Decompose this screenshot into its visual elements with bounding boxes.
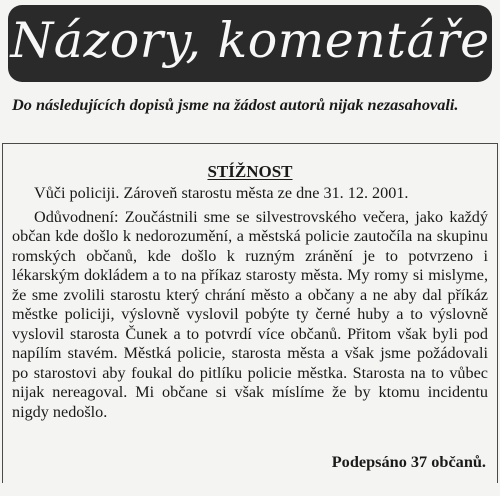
section-banner [8,5,492,82]
editorial-note: Do následujících dopisů jsme na žádost autorů nijak nezasahovali. [12,95,459,114]
column-border-left [2,143,3,483]
letter-paragraph-2: Odůvodnení: Zoučástnili sme se silvestrovského večera, jako každý občan kde došlo k nedorozumění, a městská policie zautočíla na skupinu romských občanů, kde došlo k ruzným zránění je to potvrzeno i lékarským dokládem a to na příkaz starosty města. My romy si mislyme, že sme zvolili starostu který chrání město a občany a ne aby dal příkáz městke policiji, výslovně vyslovil pobýte ty černé huby a to výslovně vyslovil starosta Čunek a to potvrdí více občanů. Přitom však byli pod napílím stavém. Městká policie, starosta města a však jsme požádovali po starostovi aby foukal do pitlíku policie městka. Starosta na to vůbec nijak nereagoval. Mi občane si však míslíme že by ktomu incidentu nigdy nedošlo. [12,207,488,421]
section-divider [2,143,498,144]
letter-body [12,184,488,426]
letter-signature: Podepsáno 37 občanů. [331,452,486,471]
section-title: Názory, komentáře [10,12,490,69]
letter-paragraph-1: Vůči policiji. Zároveň starostu města ze dne 31. 12. 2001. [34,184,409,202]
column-border-right [497,143,498,483]
letter-heading: STÍŽNOST [207,162,293,181]
